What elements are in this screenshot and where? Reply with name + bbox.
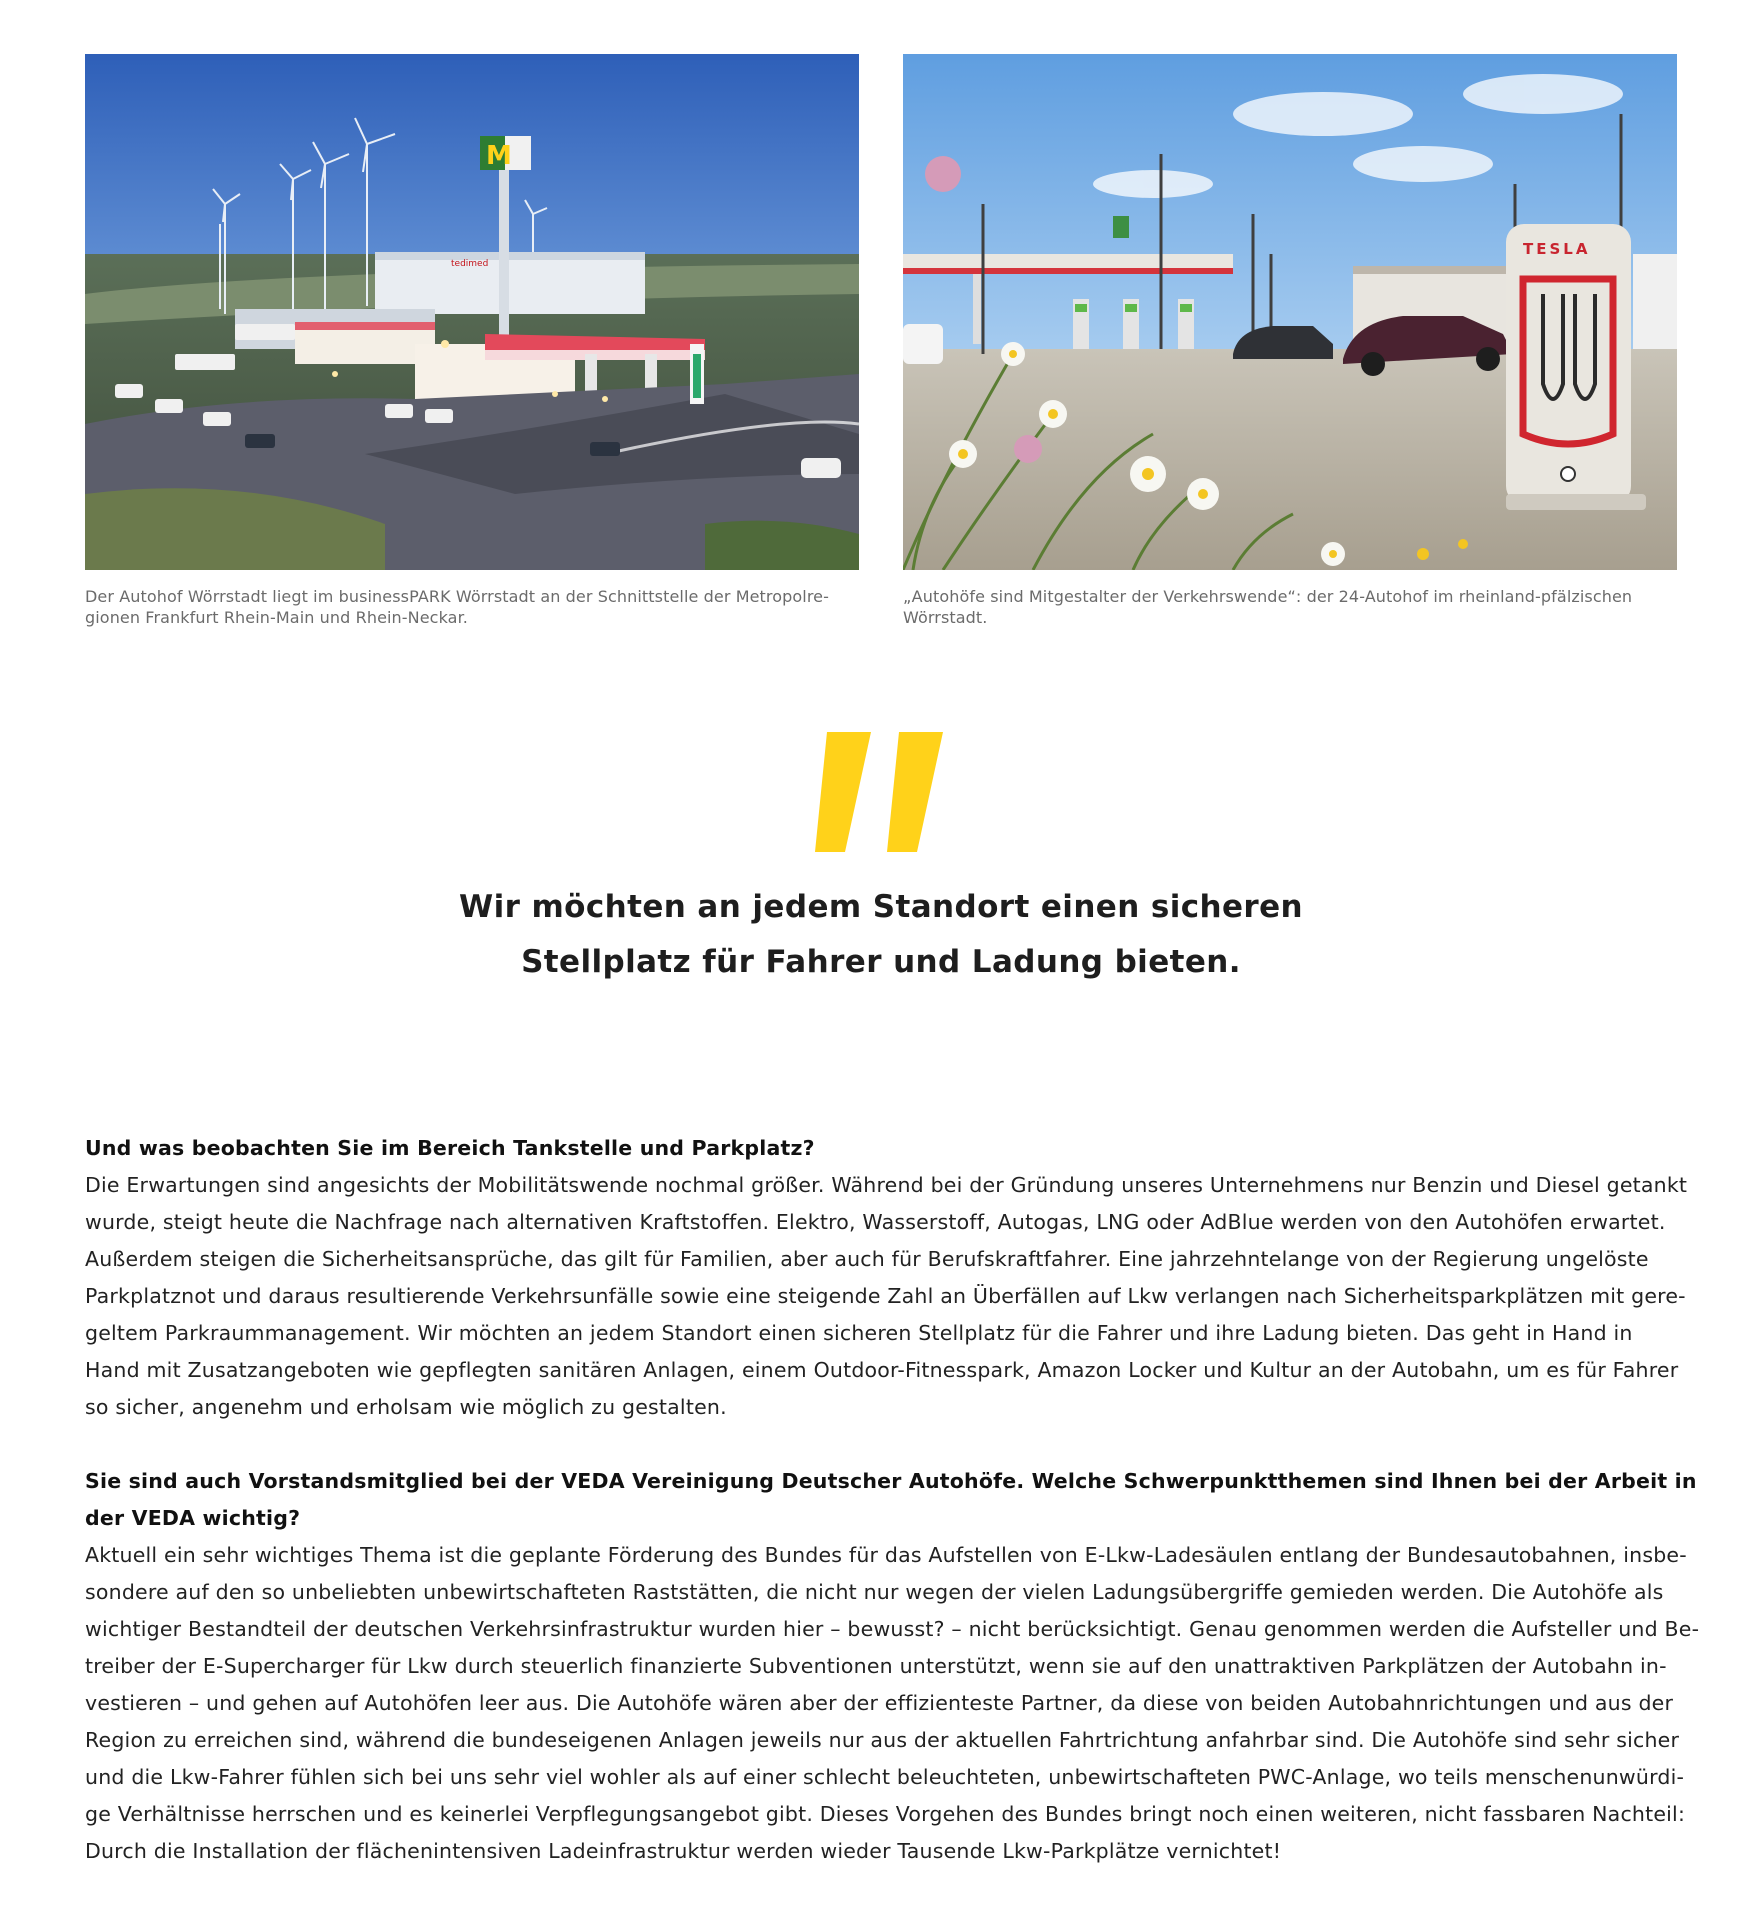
answer-line: Die Erwartungen sind angesichts der Mobilitätswende nochmal größer. Während bei der Gründung unseres Unternehmens nur Benzin und Diesel getankt (85, 1173, 1688, 1197)
answer-line: so sicher, angenehm und erholsam wie möglich zu gestalten. (85, 1395, 727, 1419)
answer-line: Aktuell ein sehr wichtiges Thema ist die geplante Förderung des Bundes für das Aufstellen von E-Lkw-Ladesäulen entlang der Bundesautobahnen, insbe- (85, 1543, 1687, 1567)
quote-mark-stroke-right (887, 732, 943, 852)
pull-quote-line: Stellplatz für Fahrer und Ladung bieten. (521, 944, 1241, 980)
answer-line: Hand mit Zusatzangeboten wie gepflegten sanitären Anlagen, einem Outdoor-Fitnesspark, Amazon Locker und Kultur an der Autobahn, um es für Fahrer (85, 1358, 1679, 1382)
answer-line: Region zu erreichen sind, während die bundeseigenen Anlagen jeweils nur aus der aktuellen Fahrtrichtung anfahrbar sind. Die Autohöfe sind sehr sicher (85, 1728, 1680, 1752)
caption-left-line: gionen Frankfurt Rhein-Main und Rhein-Neckar. (85, 608, 468, 627)
svg-text:tedimed: tedimed (451, 259, 489, 269)
answer-paragraph (85, 1167, 1688, 1426)
answer-line: wurde, steigt heute die Nachfrage nach alternativen Kraftstoffen. Elektro, Wasserstoff, Autogas, LNG oder AdBlue werden von den Autohöfen erwartet. (85, 1210, 1666, 1234)
answer-line: geltem Parkraummanagement. Wir möchten an jedem Standort einen sicheren Stellplatz für die Fahrer und ihre Ladung bieten. Das geht in Hand in (85, 1321, 1633, 1345)
pull-quote (381, 880, 1381, 990)
caption-left (85, 586, 859, 628)
photo-autohof-evening (85, 54, 859, 570)
quote-mark-stroke-left (815, 732, 871, 852)
section-veda (85, 1463, 1700, 1870)
caption-right-line: Wörrstadt. (903, 608, 988, 627)
quote-mark-icon (815, 732, 955, 854)
answer-line: vestieren – und gehen auf Autohöfen leer aus. Die Autohöfe wären aber der effizienteste Partner, da diese von beiden Autobahnrichtungen und aus der (85, 1691, 1674, 1715)
answer-line: Parkplatznot und daraus resultierende Verkehrsunfälle sowie eine steigende Zahl an Überfällen auf Lkw verlangen nach Sicherheitsparkplätzen mit gere- (85, 1284, 1686, 1308)
answer-line: treiber der E-Supercharger für Lkw durch steuerlich finanzierte Subventionen unterstützt, wenn sie auf den unattraktiven Parkplätzen der Autobahn in- (85, 1654, 1667, 1678)
caption-right (903, 586, 1677, 628)
pull-quote-line: Wir möchten an jedem Standort einen sicheren (458, 889, 1304, 925)
photo-tesla-supercharger (903, 54, 1677, 570)
answer-line: ge Verhältnisse herrschen und es keinerlei Verpflegungsangebot gibt. Dieses Vorgehen des Bundes bringt noch einen weiteren, nicht fassbaren Nachteil: (85, 1802, 1686, 1826)
interview-body (85, 1130, 1700, 1907)
question-heading (85, 1130, 1680, 1167)
question-line: Sie sind auch Vorstandsmitglied bei der VEDA Vereinigung Deutscher Autohöfe. Welche Schwerpunktthemen sind Ihnen bei der Arbeit in (85, 1469, 1697, 1493)
figure-tesla-charger (903, 54, 1677, 628)
question-heading (85, 1463, 1697, 1537)
answer-line: und die Lkw-Fahrer fühlen sich bei uns sehr viel wohler als auf einer schlecht beleuchteten, unbewirtschafteten PWC-Anlage, wo teils menschenunwürdi- (85, 1765, 1685, 1789)
photo-row (85, 54, 1677, 634)
svg-text:M: M (486, 141, 512, 171)
answer-line: sondere auf den so unbeliebten unbewirtschafteten Raststätten, die nicht nur wegen der vielen Ladungsübergriffe gemieden werden. Die Autohöfe als (85, 1580, 1664, 1604)
answer-line: Durch die Installation der flächenintensiven Ladeinfrastruktur werden wieder Tausende Lkw-Parkplätze vernichtet! (85, 1839, 1282, 1863)
figure-autohof-aerial (85, 54, 859, 628)
answer-line: wichtiger Bestandteil der deutschen Verkehrsinfrastruktur wurden hier – bewusst? – nicht berücksichtigt. Genau genommen werden die Aufsteller und Be- (85, 1617, 1700, 1641)
caption-left-line: Der Autohof Wörrstadt liegt im businessPARK Wörrstadt an der Schnittstelle der Metropolre- (85, 587, 829, 606)
question-line: der VEDA wichtig? (85, 1506, 301, 1530)
caption-right-line: „Autohöfe sind Mitgestalter der Verkehrswende“: der 24-Autohof im rheinland-pfälzischen (903, 587, 1633, 606)
answer-paragraph (85, 1537, 1700, 1870)
section-tankstelle-parkplatz (85, 1130, 1688, 1426)
svg-text:TESLA: TESLA (1523, 240, 1591, 258)
answer-line: Außerdem steigen die Sicherheitsansprüche, das gilt für Familien, aber auch für Berufskraftfahrer. Eine jahrzehntelange von der Regierung ungelöste (85, 1247, 1649, 1271)
question-line: Und was beobachten Sie im Bereich Tankstelle und Parkplatz? (85, 1136, 815, 1160)
